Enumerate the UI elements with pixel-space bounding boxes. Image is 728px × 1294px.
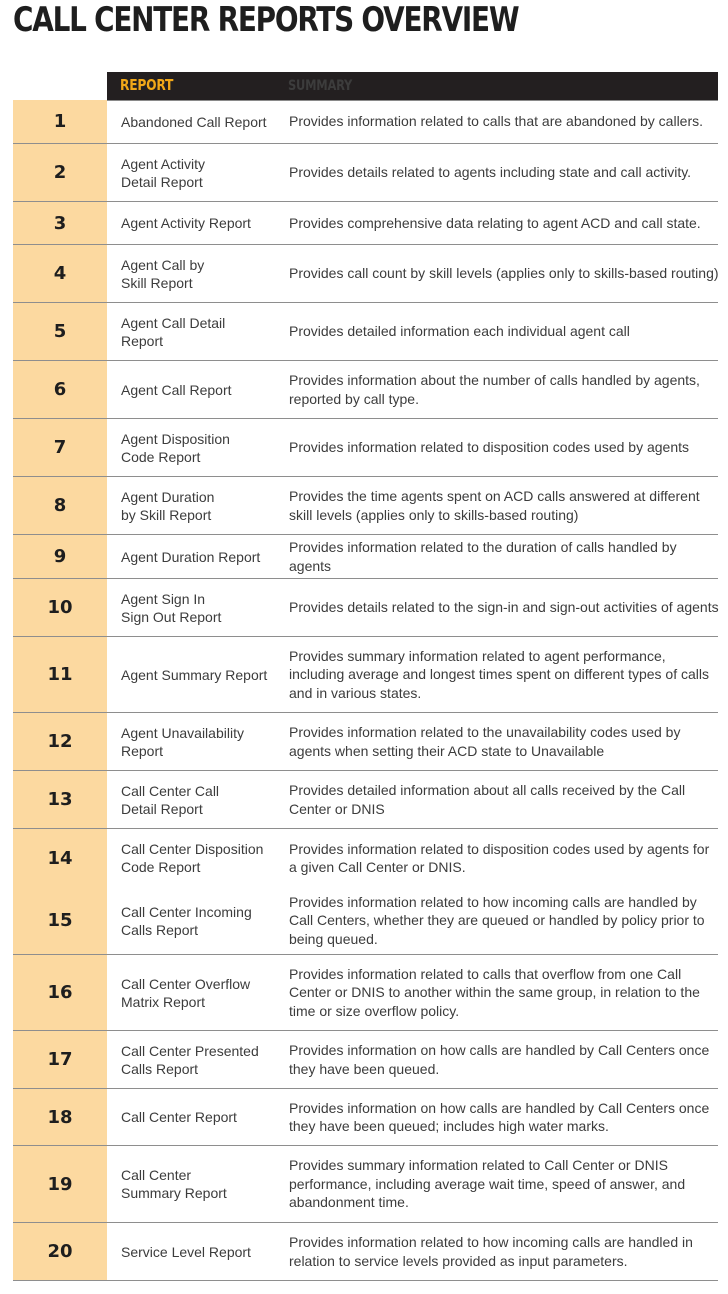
report-summary: Provides summary information related to agent performance, including average and longest times spent on different types of calls and in various states. bbox=[289, 647, 709, 701]
row-number: 3 bbox=[53, 212, 67, 234]
report-summary: Provides information related to calls that are abandoned by callers. bbox=[289, 113, 704, 130]
report-name: Call Center Presented Calls Report bbox=[121, 1042, 259, 1077]
report-summary: Provides information about the number of calls handled by agents, reported by call type. bbox=[289, 372, 700, 407]
report-summary: Provides details related to agents including state and call activity. bbox=[289, 164, 692, 181]
table-row bbox=[13, 477, 718, 535]
report-name: Agent Call Detail Report bbox=[121, 314, 226, 349]
report-summary: Provides information on how calls are handled by Call Centers once they have been queued; includes high water marks. bbox=[289, 1099, 710, 1134]
header-summary: SUMMARY bbox=[288, 77, 353, 94]
report-name: Agent Duration by Skill Report bbox=[121, 488, 215, 523]
table-header bbox=[107, 72, 718, 101]
row-number: 10 bbox=[47, 597, 73, 618]
row-number: 6 bbox=[53, 379, 67, 400]
table-row bbox=[13, 579, 718, 637]
report-name: Agent Disposition Code Report bbox=[121, 430, 230, 465]
table-row bbox=[13, 829, 718, 887]
report-name: Agent Summary Report bbox=[121, 666, 268, 683]
report-summary: Provides information related to how incoming calls are handled in relation to service levels provided as input parameters. bbox=[289, 1234, 693, 1269]
report-summary: Provides call count by skill levels (applies only to skills-based routing) bbox=[289, 265, 719, 282]
report-name: Call Center Call Detail Report bbox=[121, 782, 220, 817]
table-row bbox=[13, 887, 718, 955]
report-name: Call Center Overflow Matrix Report bbox=[121, 975, 251, 1010]
row-number: 7 bbox=[53, 437, 67, 458]
row-number: 16 bbox=[47, 982, 73, 1003]
table-row bbox=[13, 202, 718, 245]
table-row bbox=[13, 535, 718, 579]
row-number: 1 bbox=[53, 111, 67, 132]
row-number: 17 bbox=[47, 1049, 73, 1070]
report-summary: Provides information related to disposition codes used by agents bbox=[289, 439, 690, 456]
report-name: Service Level Report bbox=[121, 1243, 251, 1260]
report-name: Agent Activity Report bbox=[121, 215, 251, 231]
table-row bbox=[13, 713, 718, 771]
row-number: 13 bbox=[47, 789, 73, 810]
row-number: 19 bbox=[47, 1173, 73, 1195]
report-summary: Provides information related to how incoming calls are handled by Call Centers, whether they are queued or handled by policy prior to being queued. bbox=[289, 893, 705, 947]
table-row bbox=[13, 303, 718, 361]
report-name: Agent Duration Report bbox=[121, 548, 261, 565]
report-name: Agent Call by Skill Report bbox=[121, 256, 205, 291]
report-name: Agent Activity Detail Report bbox=[121, 155, 206, 190]
page-title: CALL CENTER REPORTS OVERVIEW bbox=[13, 0, 519, 40]
header-report: REPORT bbox=[120, 76, 174, 94]
table-row bbox=[13, 1089, 718, 1146]
row-number: 2 bbox=[53, 162, 67, 183]
report-name: Agent Call Report bbox=[121, 381, 232, 398]
report-summary: Provides details related to the sign-in and sign-out activities of agents bbox=[289, 599, 719, 616]
report-name: Call Center Disposition Code Report bbox=[121, 841, 264, 875]
report-summary: Provides the time agents spent on ACD calls answered at different skill levels (applies only to skills-based routing) bbox=[289, 488, 700, 523]
row-number: 20 bbox=[47, 1241, 73, 1262]
row-number: 15 bbox=[47, 910, 73, 931]
report-name: Agent Sign In Sign Out Report bbox=[121, 590, 222, 625]
report-summary: Provides information related to disposition codes used by agents for a given Call Center or DNIS. bbox=[289, 840, 710, 875]
row-number: 4 bbox=[53, 263, 67, 284]
table-row bbox=[13, 245, 718, 303]
report-summary: Provides information related to the unavailability codes used by agents when setting their ACD state to Unavailable bbox=[289, 724, 681, 759]
report-name: Call Center Incoming Calls Report bbox=[121, 903, 252, 938]
table-row bbox=[13, 1031, 718, 1089]
row-number: 14 bbox=[47, 847, 73, 869]
report-summary: Provides information on how calls are handled by Call Centers once they have been queued. bbox=[289, 1042, 710, 1077]
table-row bbox=[13, 955, 718, 1031]
report-summary: Provides information related to the duration of calls handled by agents bbox=[289, 539, 677, 574]
table-row bbox=[13, 1223, 718, 1281]
report-summary: Provides detailed information each individual agent call bbox=[289, 323, 630, 340]
report-name: Call Center Summary Report bbox=[121, 1167, 227, 1201]
table-row bbox=[13, 361, 718, 419]
row-number: 8 bbox=[53, 495, 67, 516]
report-summary: Provides information related to calls that overflow from one Call Center or DNIS to another within the same group, in relation to the time or size overflow policy. bbox=[289, 965, 700, 1019]
report-summary: Provides summary information related to Call Center or DNIS performance, including average wait time, speed of answer, and abandonment time. bbox=[289, 1157, 686, 1211]
table-row bbox=[13, 144, 718, 202]
report-name: Call Center Report bbox=[121, 1109, 237, 1125]
table-row bbox=[13, 771, 718, 829]
table-row bbox=[13, 100, 718, 144]
table-row bbox=[13, 637, 718, 713]
report-summary: Provides detailed information about all calls received by the Call Center or DNIS bbox=[289, 782, 686, 817]
table-row bbox=[13, 419, 718, 477]
report-name: Agent Unavailability Report bbox=[121, 724, 244, 759]
row-number: 5 bbox=[53, 321, 67, 342]
row-number: 9 bbox=[53, 546, 67, 567]
report-name: Abandoned Call Report bbox=[121, 113, 267, 130]
report-summary: Provides comprehensive data relating to agent ACD and call state. bbox=[289, 214, 701, 231]
row-number: 18 bbox=[47, 1106, 73, 1128]
row-number: 12 bbox=[47, 731, 73, 752]
row-number: 11 bbox=[47, 664, 73, 685]
table-row bbox=[13, 1146, 718, 1223]
